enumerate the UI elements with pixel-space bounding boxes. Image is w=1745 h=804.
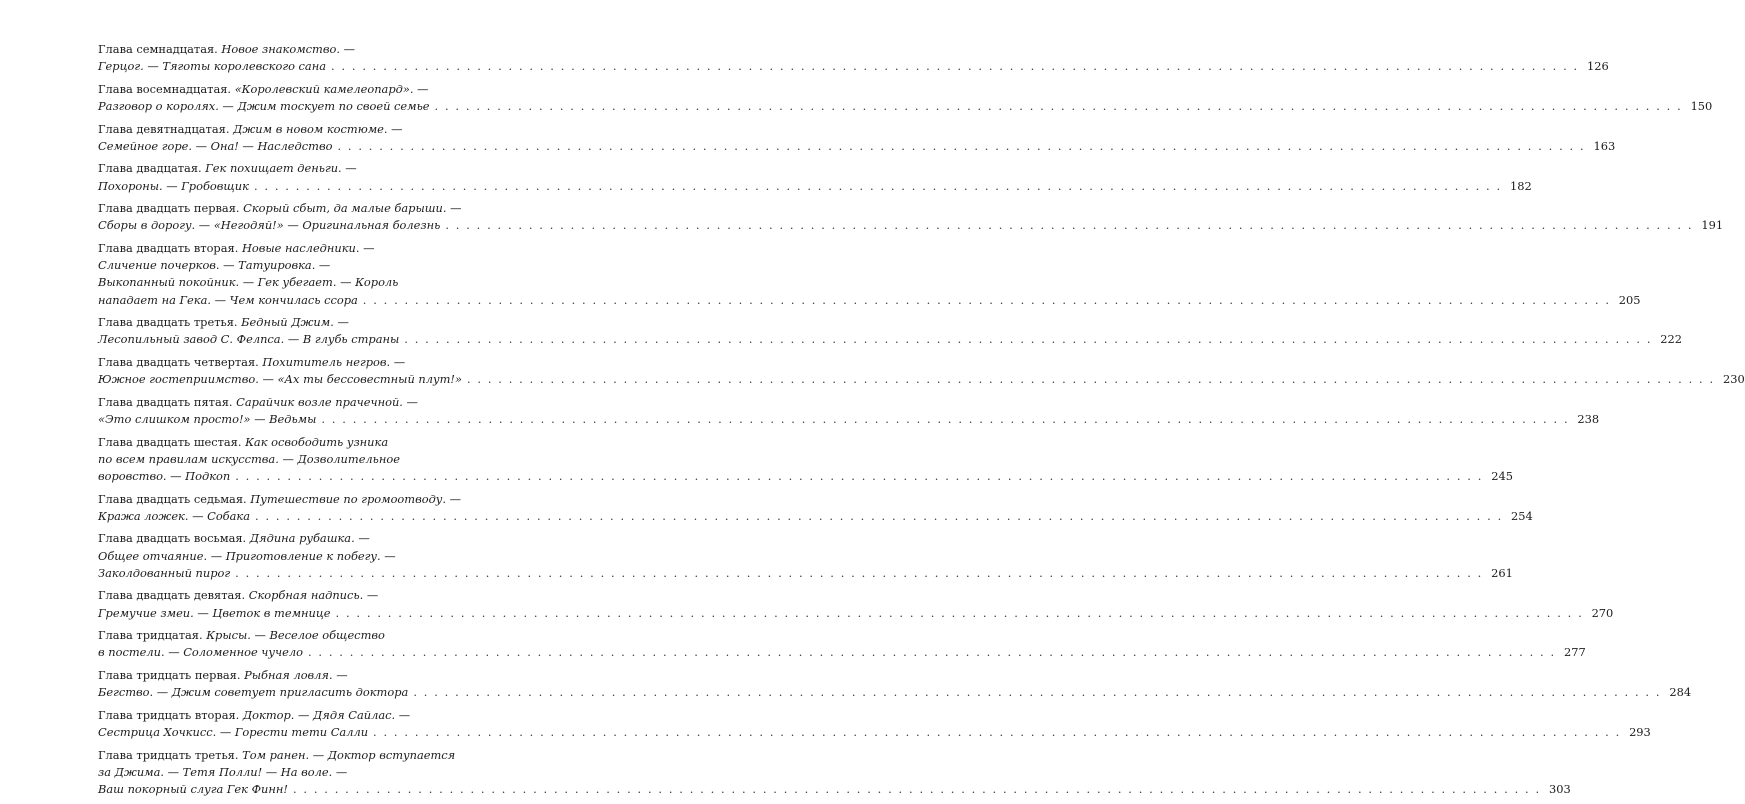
chapter-summary-text: Джим в новом костюме. — <box>233 121 403 136</box>
chapter-summary-text: Гек похищает деньги. — <box>205 161 357 176</box>
dot-leader: . . . . . . . . . . . . . . . . . . . . . . . . . . . . . . . . . . . . . . . . . . . . . . . . . . . . . . . . . . . . . . . . . . . . . . . . . . . . . . . . . . . . . . . . . . . . . . . . . . . . . . . . . . . . . . . . . . . . . . . . <box>434 99 1683 113</box>
toc-entry-line <box>98 394 490 411</box>
page-number[interactable]: 293 <box>1629 724 1651 739</box>
toc-entry-last-line <box>98 468 1513 485</box>
dot-leader: . . . . . . . . . . . . . . . . . . . . . . . . . . . . . . . . . . . . . . . . . . . . . . . . . . . . . . . . . . . . . . . . . . . . . . . . . . . . . . . . . . . . . . . . . . . . . . . . . . . . . . . . . . . . . . . . . . . . . . . . <box>337 138 1586 153</box>
toc-line-text <box>98 587 378 604</box>
toc-line-text <box>98 354 405 371</box>
page-number[interactable]: 205 <box>1618 292 1641 307</box>
toc-entry-line <box>98 548 490 565</box>
toc-line-text <box>98 468 230 485</box>
toc-entry-line <box>98 160 490 177</box>
toc-line-text <box>98 764 347 781</box>
chapter-summary-text: Новое знакомство. — <box>221 42 355 56</box>
chapter-heading-text: Глава тридцать вторая. <box>98 707 243 722</box>
chapter-summary-text: по всем правилам искусства. — Дозволительное <box>98 451 400 466</box>
dot-leader: . . . . . . . . . . . . . . . . . . . . . . . . . . . . . . . . . . . . . . . . . . . . . . . . . . . . . . . . . . . . . . . . . . . . . . . . . . . . . . . . . . . . . . . . . . . . . . . . . . . . . . . . . . . . . . . . . . . . . . . . <box>331 59 1579 74</box>
chapter-summary-text: Бегство. — Джим советует пригласить доктора <box>98 685 409 700</box>
toc-entry-line <box>98 747 490 764</box>
toc-entry <box>98 121 1616 155</box>
chapter-summary-text: нападает на Гека. — Чем кончилась ссора <box>98 292 358 307</box>
toc-entry-line <box>98 491 490 508</box>
toc-entry <box>98 200 1724 234</box>
toc-entry-last-line <box>98 138 1616 155</box>
chapter-heading-text: Глава двадцать шестая. <box>98 434 246 449</box>
toc-line-text <box>98 138 332 155</box>
toc-entry-line <box>98 707 490 724</box>
dot-leader: . . . . . . . . . . . . . . . . . . . . . . . . . . . . . . . . . . . . . . . . . . . . . . . . . . . . . . . . . . . . . . . . . . . . . . . . . . . . . . . . . . . . . . . . . . . . . . . . . . . . . . . . . . . . . . . . . . . . . . . . <box>466 372 1715 387</box>
toc-entry-last-line <box>98 178 1532 195</box>
toc-line-text <box>98 530 370 547</box>
toc-line-text <box>98 217 440 234</box>
chapter-summary-text: Сличение почерков. — Татуировка. — <box>98 258 331 273</box>
toc-line-text <box>98 81 428 98</box>
toc-entry-last-line <box>98 684 1692 701</box>
toc-line-text <box>98 451 400 468</box>
page-number[interactable]: 238 <box>1577 411 1600 426</box>
chapter-summary-text: Бедный Джим. — <box>241 315 349 330</box>
chapter-summary-text: «Это слишком просто!» — Ведьмы <box>98 411 317 426</box>
chapter-summary-text: Том ранен. — Доктор вступается <box>242 747 456 762</box>
chapter-summary-text: Сестрица Хочкисс. — Горести тети Салли <box>98 724 369 739</box>
dot-leader: . . . . . . . . . . . . . . . . . . . . . . . . . . . . . . . . . . . . . . . . . . . . . . . . . . . . . . . . . . . . . . . . . . . . . . . . . . . . . . . . . . . . . . . . . . . . . . . . . . . . . . . . . . . . . . . . . . . . . . . . <box>373 724 1621 739</box>
chapter-heading-text: Глава двадцатая. <box>98 161 206 176</box>
chapter-summary-text: Лесопильный завод С. Фелпса. — В глубь страны <box>98 332 400 347</box>
toc-entry-line <box>98 667 490 684</box>
chapter-heading-text: Глава восемнадцатая. <box>98 81 235 96</box>
toc-entry-last-line <box>98 58 1609 75</box>
toc-entry-line <box>98 41 490 58</box>
chapter-summary-text: Скорый сбыт, да малые барыши. — <box>243 201 462 216</box>
chapter-heading-text: Глава тридцать первая. <box>98 667 245 682</box>
page-number[interactable]: 230 <box>1722 372 1745 387</box>
chapter-heading-text: Глава двадцать седьмая. <box>98 491 251 506</box>
dot-leader: . . . . . . . . . . . . . . . . . . . . . . . . . . . . . . . . . . . . . . . . . . . . . . . . . . . . . . . . . . . . . . . . . . . . . . . . . . . . . . . . . . . . . . . . . . . . . . . . . . . . . . . . . . . . . . . . . . . . . . . . <box>445 218 1694 233</box>
chapter-heading-text: Глава двадцать восьмая. <box>98 531 250 546</box>
toc-entry-line <box>98 764 490 781</box>
chapter-heading-text: Глава двадцать пятая. <box>98 394 237 409</box>
toc-entry <box>98 747 1571 799</box>
toc-line-text <box>98 434 388 451</box>
page-number[interactable]: 303 <box>1548 781 1571 796</box>
toc-entry-line <box>98 451 490 468</box>
toc-entry-last-line <box>98 217 1724 234</box>
toc-entry-last-line <box>98 605 1614 622</box>
toc-entry-last-line <box>98 292 1641 309</box>
page-number[interactable]: 163 <box>1593 138 1616 153</box>
toc-entry-last-line <box>98 508 1533 525</box>
chapter-summary-text: Ваш покорный слуга Гек Финн! <box>98 781 288 796</box>
toc-line-text <box>98 747 455 764</box>
toc-line-text <box>98 98 430 115</box>
toc-entry <box>98 160 1532 194</box>
chapter-summary-text: Гремучие змеи. — Цветок в темнице <box>98 605 331 620</box>
toc-entry <box>98 240 1641 309</box>
dot-leader: . . . . . . . . . . . . . . . . . . . . . . . . . . . . . . . . . . . . . . . . . . . . . . . . . . . . . . . . . . . . . . . . . . . . . . . . . . . . . . . . . . . . . . . . . . . . . . . . . . . . . . . . . . . . . . . . . . . . . . . . <box>235 565 1483 580</box>
chapter-summary-text: Выкопанный покойник. — Гек убегает. — Король <box>98 275 399 290</box>
chapter-summary-text: Дядина рубашка. — <box>249 531 370 546</box>
toc-line-text <box>98 627 385 644</box>
toc-line-text <box>98 548 396 565</box>
chapter-summary-text: Доктор. — Дядя Сайлас. — <box>242 707 411 722</box>
toc-line-text <box>98 371 462 388</box>
dot-leader: . . . . . . . . . . . . . . . . . . . . . . . . . . . . . . . . . . . . . . . . . . . . . . . . . . . . . . . . . . . . . . . . . . . . . . . . . . . . . . . . . . . . . . . . . . . . . . . . . . . . . . . . . . . . . . . . . . . . . . . . <box>307 645 1556 660</box>
chapter-summary-text: Общее отчаяние. — Приготовление к побегу. — <box>98 548 396 563</box>
toc-line-text <box>98 200 462 217</box>
chapter-heading-text: Глава двадцать третья. <box>98 315 242 330</box>
toc-entry-line <box>98 530 490 547</box>
toc-line-text <box>98 565 230 582</box>
page-number[interactable]: 277 <box>1563 645 1586 660</box>
chapter-summary-text: Кража ложек. — Собака <box>98 508 251 523</box>
toc-line-text <box>98 178 249 195</box>
toc-entry-line <box>98 240 490 257</box>
dot-leader: . . . . . . . . . . . . . . . . . . . . . . . . . . . . . . . . . . . . . . . . . . . . . . . . . . . . . . . . . . . . . . . . . . . . . . . . . . . . . . . . . . . . . . . . . . . . . . . . . . . . . . . . . . . . . . . . . . . . . . . . <box>235 468 1483 483</box>
chapter-heading-text: Глава девятнадцатая. <box>98 121 234 136</box>
toc-entry-line <box>98 200 490 217</box>
table-of-contents <box>98 41 1745 804</box>
dot-leader: . . . . . . . . . . . . . . . . . . . . . . . . . . . . . . . . . . . . . . . . . . . . . . . . . . . . . . . . . . . . . . . . . . . . . . . . . . . . . . . . . . . . . . . . . . . . . . . . . . . . . . . . . . . . . . . . . . . . . . . . <box>335 605 1584 620</box>
toc-entry-last-line <box>98 724 1651 741</box>
chapter-heading-text: Глава двадцать первая. <box>98 201 244 216</box>
chapter-summary-text: Новые наследники. — <box>241 240 375 255</box>
toc-line-text <box>98 707 410 724</box>
chapter-summary-text: Похититель негров. — <box>262 354 406 369</box>
page-number[interactable]: 150 <box>1690 99 1713 113</box>
toc-entry <box>98 530 1513 582</box>
chapter-summary-text: Семейное горе. — Она! — Наследство <box>98 138 333 153</box>
dot-leader: . . . . . . . . . . . . . . . . . . . . . . . . . . . . . . . . . . . . . . . . . . . . . . . . . . . . . . . . . . . . . . . . . . . . . . . . . . . . . . . . . . . . . . . . . . . . . . . . . . . . . . . . . . . . . . . . . . . . . . . . <box>413 685 1662 700</box>
toc-entry-line <box>98 81 490 98</box>
page-number[interactable]: 126 <box>1587 59 1609 74</box>
toc-entry-last-line <box>98 565 1513 582</box>
chapter-summary-text: Сборы в дорогу. — «Негодяй!» — Оригинальная болезнь <box>98 218 441 233</box>
toc-entry-line <box>98 314 490 331</box>
chapter-summary-text: Сарайчик возле прачечной. — <box>236 394 418 409</box>
toc-entry-line <box>98 257 490 274</box>
toc-line-text <box>98 240 375 257</box>
toc-entry <box>98 434 1513 486</box>
chapter-summary-text: за Джима. — Тетя Полли! — На воле. — <box>98 764 348 779</box>
toc-entry <box>98 667 1692 701</box>
chapter-heading-text: Глава тридцать третья. <box>98 747 243 762</box>
toc-line-text <box>98 605 331 622</box>
toc-line-text <box>98 508 250 525</box>
toc-line-text <box>98 257 330 274</box>
chapter-summary-text: Герцог. — Тяготы королевского сана <box>98 59 327 74</box>
toc-entry-line <box>98 434 490 451</box>
page-number[interactable]: 222 <box>1660 332 1683 347</box>
dot-leader: . . . . . . . . . . . . . . . . . . . . . . . . . . . . . . . . . . . . . . . . . . . . . . . . . . . . . . . . . . . . . . . . . . . . . . . . . . . . . . . . . . . . . . . . . . . . . . . . . . . . . . . . . . . . . . . . . . . . . . . . <box>321 411 1570 426</box>
chapter-heading-text: Глава семнадцатая. <box>98 42 222 56</box>
toc-entry-line <box>98 587 490 604</box>
toc-entry <box>98 587 1614 621</box>
chapter-heading-text: Глава тридцатая. <box>98 628 207 643</box>
toc-entry <box>98 81 1713 115</box>
toc-line-text <box>98 491 461 508</box>
page-number[interactable]: 284 <box>1669 685 1692 700</box>
chapter-heading-text: Глава двадцать вторая. <box>98 240 242 255</box>
chapter-summary-text: в постели. — Соломенное чучело <box>98 645 303 660</box>
chapter-summary-text: Скорбная надпись. — <box>248 588 379 603</box>
toc-entry <box>98 354 1745 388</box>
toc-entry-last-line <box>98 411 1600 428</box>
page-number[interactable]: 270 <box>1591 605 1614 620</box>
toc-entry <box>98 41 1609 75</box>
toc-entry-line <box>98 354 490 371</box>
toc-line-text <box>98 292 358 309</box>
chapter-summary-text: Похороны. — Гробовщик <box>98 178 249 193</box>
page-number[interactable]: 182 <box>1509 178 1532 193</box>
toc-entry-line <box>98 121 490 138</box>
chapter-heading-text: Глава двадцать девятая. <box>98 588 249 603</box>
toc-entry <box>98 314 1683 348</box>
chapter-summary-text: Крысы. — Веселое общество <box>206 628 385 643</box>
toc-entry <box>98 491 1533 525</box>
page-number[interactable]: 191 <box>1701 218 1724 233</box>
toc-line-text <box>98 314 349 331</box>
toc-entry <box>98 627 1586 661</box>
toc-entry-line <box>98 627 490 644</box>
toc-line-text <box>98 724 368 741</box>
toc-line-text <box>98 160 357 177</box>
dot-leader: . . . . . . . . . . . . . . . . . . . . . . . . . . . . . . . . . . . . . . . . . . . . . . . . . . . . . . . . . . . . . . . . . . . . . . . . . . . . . . . . . . . . . . . . . . . . . . . . . . . . . . . . . . . . . . . . . . . . . . . . <box>255 508 1503 523</box>
dot-leader: . . . . . . . . . . . . . . . . . . . . . . . . . . . . . . . . . . . . . . . . . . . . . . . . . . . . . . . . . . . . . . . . . . . . . . . . . . . . . . . . . . . . . . . . . . . . . . . . . . . . . . . . . . . . . . . . . . . . . . . . <box>292 781 1541 796</box>
dot-leader: . . . . . . . . . . . . . . . . . . . . . . . . . . . . . . . . . . . . . . . . . . . . . . . . . . . . . . . . . . . . . . . . . . . . . . . . . . . . . . . . . . . . . . . . . . . . . . . . . . . . . . . . . . . . . . . . . . . . . . . . <box>253 178 1502 193</box>
chapter-heading-text: Глава двадцать четвертая. <box>98 354 263 369</box>
page-number[interactable]: 245 <box>1491 468 1513 483</box>
chapter-summary-text: Заколдованный пирог <box>98 565 231 580</box>
toc-line-text <box>98 331 399 348</box>
toc-entry-line <box>98 274 490 291</box>
toc-entry-last-line <box>98 644 1586 661</box>
toc-line-text <box>98 644 303 661</box>
dot-leader: . . . . . . . . . . . . . . . . . . . . . . . . . . . . . . . . . . . . . . . . . . . . . . . . . . . . . . . . . . . . . . . . . . . . . . . . . . . . . . . . . . . . . . . . . . . . . . . . . . . . . . . . . . . . . . . . . . . . . . . . <box>362 292 1611 307</box>
page-number[interactable]: 254 <box>1511 508 1533 523</box>
toc-line-text <box>98 58 326 75</box>
chapter-summary-text: воровство. — Подкоп <box>98 468 231 483</box>
toc-entry <box>98 394 1600 428</box>
toc-line-text <box>98 121 403 138</box>
toc-line-text <box>98 667 348 684</box>
toc-entry-last-line <box>98 331 1683 348</box>
toc-entry-last-line <box>98 781 1571 798</box>
chapter-summary-text: «Королевский камелеопард». — <box>234 81 429 96</box>
chapter-summary-text: Путешествие по громоотводу. — <box>250 491 462 506</box>
toc-line-text <box>98 41 355 58</box>
dot-leader: . . . . . . . . . . . . . . . . . . . . . . . . . . . . . . . . . . . . . . . . . . . . . . . . . . . . . . . . . . . . . . . . . . . . . . . . . . . . . . . . . . . . . . . . . . . . . . . . . . . . . . . . . . . . . . . . . . . . . . . . <box>404 332 1653 347</box>
chapter-summary-text: Южное гостеприимство. — «Ах ты бессовестный плут!» <box>98 372 462 387</box>
toc-line-text <box>98 394 418 411</box>
toc-entry-last-line <box>98 371 1745 388</box>
chapter-summary-text: Разговор о королях. — Джим тоскует по своей семье <box>98 99 430 113</box>
chapter-summary-text: Как освободить узника <box>245 434 389 449</box>
toc-entry-last-line <box>98 98 1713 115</box>
page-number[interactable]: 261 <box>1491 565 1513 580</box>
toc-line-text <box>98 411 316 428</box>
toc-line-text <box>98 684 408 701</box>
toc-line-text <box>98 781 288 798</box>
chapter-summary-text: Рыбная ловля. — <box>244 667 348 682</box>
toc-line-text <box>98 274 398 291</box>
toc-entry <box>98 707 1651 741</box>
